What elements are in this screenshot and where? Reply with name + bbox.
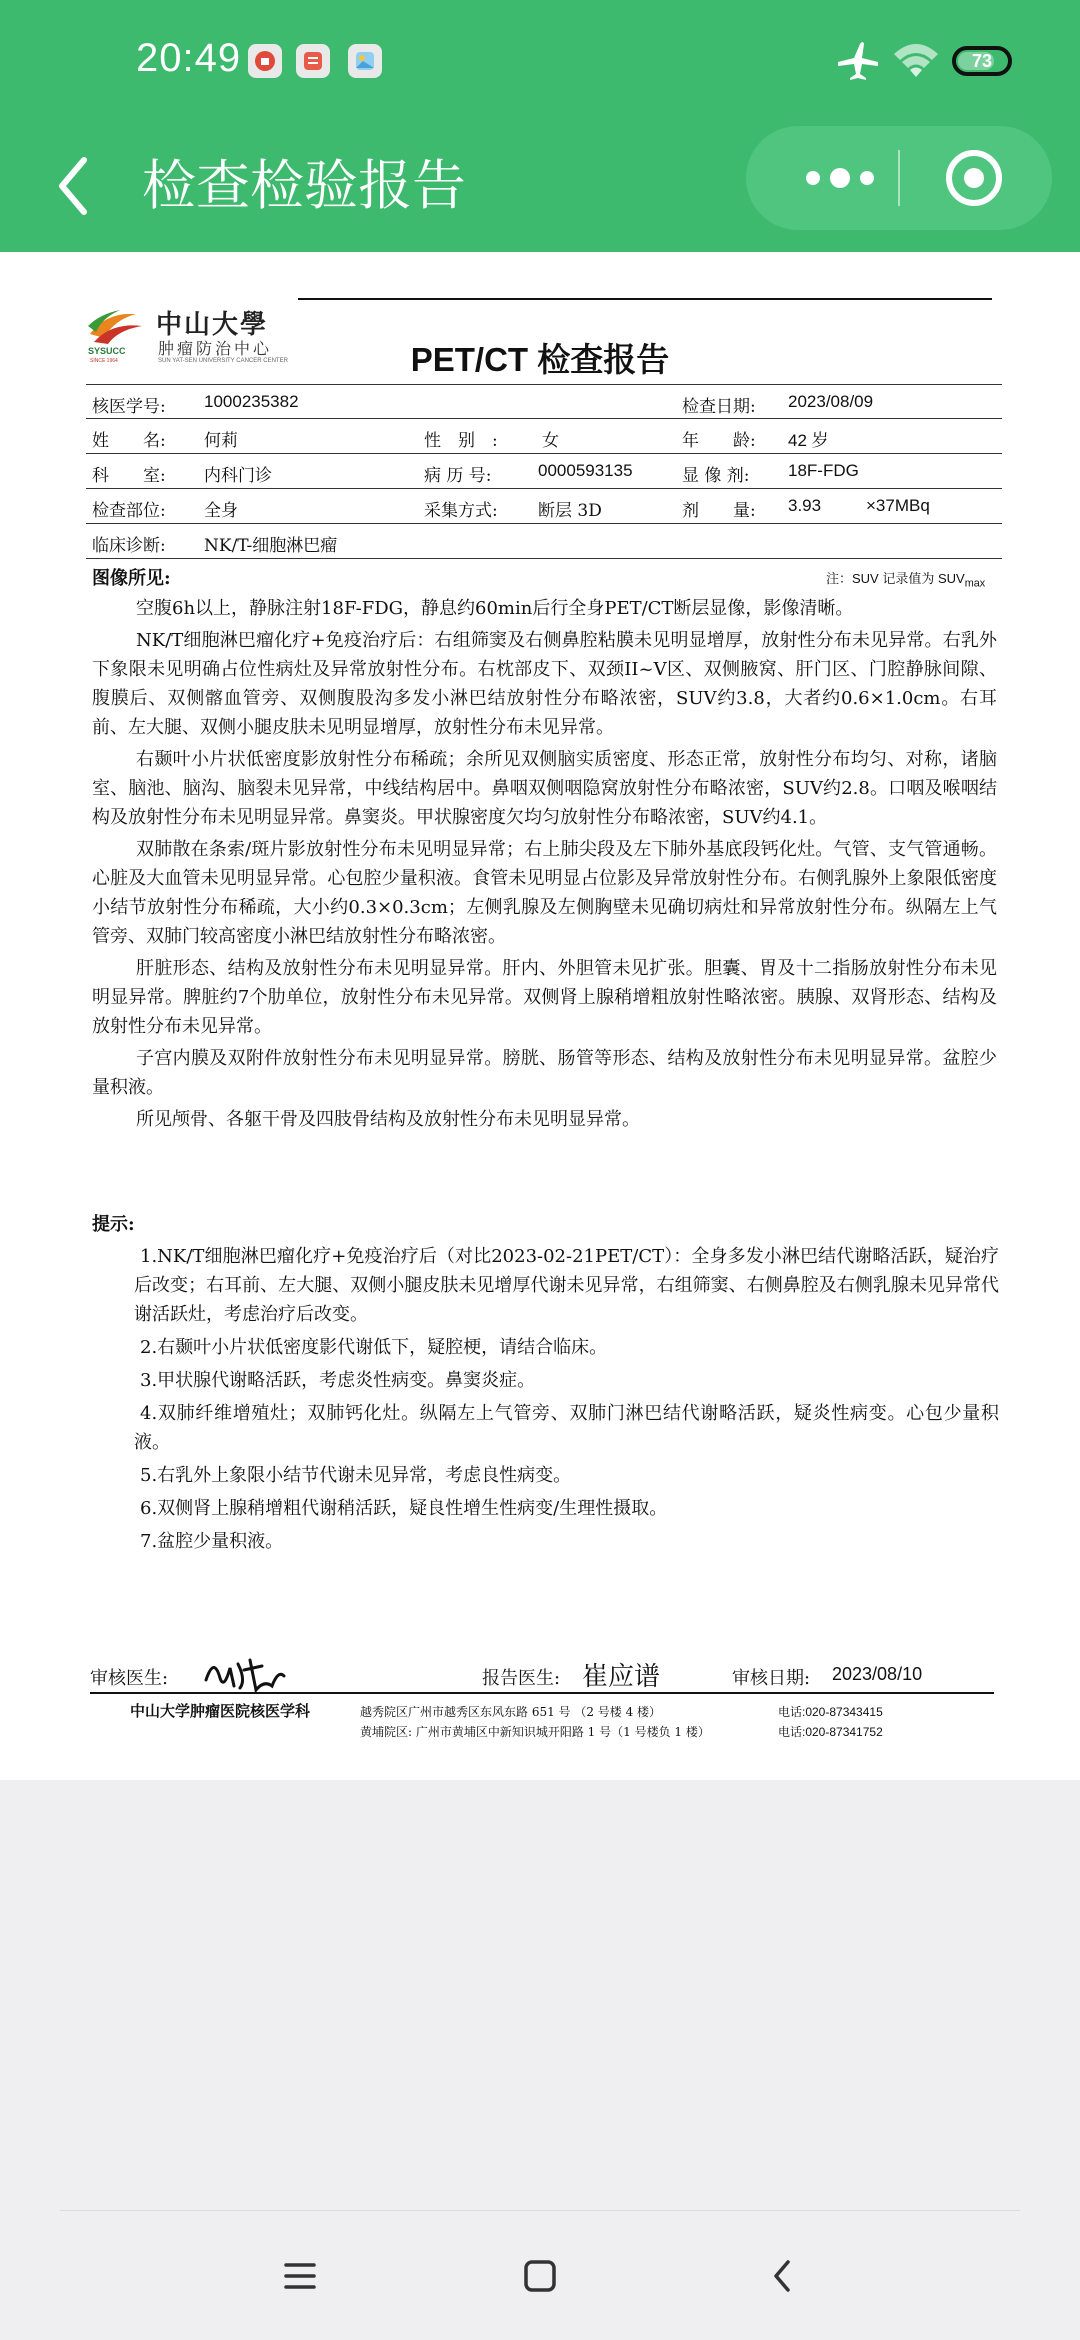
hint-item: 1.NK/T细胞淋巴瘤化疗+免疫治疗后（对比2023-02-21PET/CT）：全身多发小淋巴结代谢略活跃，疑治疗后改变；右耳前、左大腿、双侧小腿皮肤未见增厚代谢未见异常，右组筛窦、右侧鼻腔及右侧乳腺未见异常代谢活跃灶，考虑治疗后改变。 bbox=[134, 1246, 999, 1325]
hint-item: 3.甲状腺代谢略活跃，考虑炎性病变。鼻窦炎症。 bbox=[140, 1370, 536, 1391]
review-date-label: 审核日期: bbox=[732, 1668, 811, 1689]
status-bar bbox=[0, 0, 1080, 120]
findings-heading: 图像所见: bbox=[92, 568, 171, 589]
page-title: 检查检验报告 bbox=[142, 154, 466, 217]
findings-text bbox=[92, 594, 997, 1137]
info-label: 年 龄: bbox=[682, 431, 756, 451]
findings-paragraph: 肝脏形态、结构及放射性分布未见明显异常。肝内、外胆管未见扩张。胆囊、胃及十二指肠放射性分布未见明显异常。脾脏约7个肋单位，放射性分布未见异常。双侧肾上腺稍增粗放射性略浓密。胰腺、双肾形态、结构及放射性分布未见异常。 bbox=[92, 958, 997, 1037]
info-row bbox=[86, 489, 1002, 524]
info-label: 性 别 : bbox=[424, 431, 498, 451]
home-button[interactable] bbox=[510, 2246, 570, 2306]
info-label: 检查日期: bbox=[682, 397, 756, 417]
menu-icon bbox=[283, 2261, 317, 2291]
airplane-mode-icon bbox=[836, 40, 880, 80]
home-square-icon bbox=[523, 2259, 557, 2293]
info-label: 采集方式: bbox=[424, 501, 498, 521]
info-value: 18F-FDG bbox=[788, 461, 859, 480]
header-rule bbox=[298, 298, 992, 300]
chevron-left-icon bbox=[54, 154, 94, 218]
app-header bbox=[0, 0, 1080, 252]
back-button[interactable] bbox=[44, 146, 104, 226]
info-label: 科 室: bbox=[92, 466, 166, 486]
findings-paragraph: NK/T细胞淋巴瘤化疗+免疫治疗后：右组筛窦及右侧鼻腔粘膜未见明显增厚，放射性分布未见异常。右乳外下象限未见明确占位性病灶及异常放射性分布。右枕部皮下、双颈II~V区、双侧腋窝、肝门区、门腔静脉间隙、腹膜后、双侧髂血管旁、双侧腹股沟多发小淋巴结放射性分布略浓密，SUV约3.8，大者约0.6×1.0cm。右耳前、左大腿、双侧小腿皮肤未见明显增厚，放射性分布未见异常。 bbox=[92, 630, 997, 738]
battery-level: 73 bbox=[971, 50, 993, 71]
review-date: 2023/08/10 bbox=[832, 1664, 923, 1684]
more-dot-icon bbox=[830, 168, 850, 188]
reviewer-label: 审核医生: bbox=[90, 1668, 169, 1689]
wifi-icon bbox=[892, 40, 940, 80]
battery-indicator bbox=[952, 46, 1012, 76]
more-dot-icon bbox=[860, 171, 874, 185]
logo-mark-icon bbox=[86, 304, 150, 364]
info-value: 何莉 bbox=[204, 431, 238, 451]
footer-phones bbox=[778, 1702, 883, 1742]
logo-since: SINCE 1964 bbox=[90, 358, 118, 364]
info-row bbox=[86, 454, 1002, 489]
footer-org: 中山大学肿瘤医院核医学科 bbox=[130, 1703, 311, 1720]
signature-row bbox=[90, 1650, 994, 1694]
nav-divider bbox=[60, 2210, 1020, 2211]
suv-note-text: 注：SUV 记录值为 SUV bbox=[826, 571, 965, 586]
findings-paragraph: 双肺散在条索/斑片影放射性分布未见明显异常；右上肺尖段及左下肺外基底段钙化灶。气管、支气管通畅。心脏及大血管未见明显异常。心包腔少量积液。食管未见明显占位影及异常放射性分布。右侧乳腺外上象限低密度小结节放射性分布稀疏，大小约0.3×0.3cm；左侧乳腺及左侧胸壁未见确切病灶和异常放射性分布。纵隔左上气管旁、双肺门较高密度小淋巴结放射性分布略浓密。 bbox=[92, 839, 997, 947]
system-back-button[interactable] bbox=[752, 2246, 812, 2306]
logo-name: 中山大學 bbox=[156, 310, 269, 340]
report-title: PET/CT 检查报告 bbox=[410, 341, 670, 378]
list-notification-icon bbox=[296, 44, 330, 78]
info-value: NK/T-细胞淋巴瘤 bbox=[204, 536, 338, 556]
info-value: 0000593135 bbox=[538, 461, 633, 480]
nav-bar bbox=[0, 122, 1080, 252]
findings-paragraph: 所见颅骨、各躯干骨及四肢骨结构及放射性分布未见明显异常。 bbox=[136, 1109, 640, 1130]
suv-note bbox=[826, 568, 985, 590]
hint-item: 6.双侧肾上腺稍增粗代谢稍活跃，疑良性增生性病变/生理性摄取。 bbox=[140, 1498, 668, 1519]
info-value: 2023/08/09 bbox=[788, 392, 874, 411]
info-label: 姓 名: bbox=[92, 431, 166, 451]
logo-abbr: SYSUCC bbox=[88, 346, 126, 356]
report-document bbox=[0, 252, 1080, 1780]
info-label: 临床诊断: bbox=[92, 536, 166, 556]
logo-english: SUN YAT-SEN UNIVERSITY CANCER CENTER bbox=[158, 358, 288, 364]
system-nav-bar bbox=[0, 2222, 1080, 2340]
info-label: 显 像 剂: bbox=[682, 466, 750, 486]
suv-note-sub: max bbox=[964, 577, 986, 590]
info-label: 检查部位: bbox=[92, 501, 166, 521]
info-value: 断层 3D bbox=[538, 501, 602, 521]
footer-addresses bbox=[360, 1702, 710, 1742]
info-value: 42 岁 bbox=[788, 431, 829, 450]
footer-phone: 电话:020-87343415 bbox=[778, 1705, 883, 1719]
hint-list bbox=[134, 1242, 999, 1560]
info-row bbox=[86, 419, 1002, 454]
hint-item: 7.盆腔少量积液。 bbox=[140, 1531, 284, 1552]
info-value: 1000235382 bbox=[204, 392, 299, 411]
info-value: 3.93 bbox=[788, 496, 822, 515]
info-row bbox=[86, 384, 1002, 419]
footer-rule bbox=[90, 1692, 994, 1694]
findings-paragraph: 子宫内膜及双附件放射性分布未见明显异常。膀胱、肠管等形态、结构及放射性分布未见明显异常。盆腔少量积液。 bbox=[92, 1048, 997, 1098]
reporter-label: 报告医生: bbox=[482, 1668, 561, 1689]
hint-item: 5.右乳外上象限小结节代谢未见异常，考虑良性病变。 bbox=[140, 1465, 572, 1486]
info-label: 核医学号: bbox=[92, 397, 166, 417]
logo-subtitle: 肿瘤防治中心 bbox=[158, 339, 273, 358]
findings-paragraph: 右颞叶小片状低密度影放射性分布稀疏；余所见双侧脑实质密度、形态正常，放射性分布均匀、对称，诸脑室、脑池、脑沟、脑裂未见异常，中线结构居中。鼻咽双侧咽隐窝放射性分布略浓密，SUV约2.8。口咽及喉咽结构及放射性分布未见明显异常。鼻窦炎。甲状腺密度欠均匀放射性分布略浓密，SUV约4.1。 bbox=[92, 749, 997, 828]
reviewer-signature bbox=[200, 1650, 290, 1694]
info-value: 女 bbox=[542, 431, 559, 451]
hint-item: 4.双肺纤维增殖灶；双肺钙化灶。纵隔左上气管旁、双肺门淋巴结代谢略活跃，疑炎性病变。心包少量积液。 bbox=[134, 1403, 999, 1453]
hint-heading: 提示: bbox=[92, 1214, 135, 1235]
info-label: 病 历 号: bbox=[424, 466, 492, 486]
more-button[interactable] bbox=[790, 126, 890, 230]
recent-apps-button[interactable] bbox=[270, 2246, 330, 2306]
target-dot-icon bbox=[964, 168, 984, 188]
info-value: 全身 bbox=[204, 501, 238, 521]
app-notification-icon bbox=[248, 44, 282, 78]
footer-address: 黄埔院区: 广州市黄埔区中新知识城开阳路 1 号（1 号楼负 1 楼） bbox=[360, 1725, 710, 1739]
mini-program-capsule bbox=[746, 126, 1052, 230]
reporter-signature: 崔应谱 bbox=[582, 1662, 661, 1692]
more-dot-icon bbox=[806, 171, 820, 185]
footer-address: 越秀院区广州市越秀区东风东路 651 号 （2 号楼 4 楼） bbox=[360, 1705, 662, 1719]
info-row bbox=[86, 524, 1002, 559]
status-time: 20:49 bbox=[136, 36, 242, 80]
findings-paragraph: 空腹6h以上，静脉注射18F-FDG，静息约60min后行全身PET/CT断层显像，影像清晰。 bbox=[136, 598, 854, 619]
patient-info-table bbox=[86, 384, 1002, 559]
back-arrow-icon bbox=[770, 2258, 794, 2294]
hint-item: 2.右颞叶小片状低密度影代谢低下，疑腔梗，请结合临床。 bbox=[140, 1337, 608, 1358]
capsule-divider bbox=[898, 150, 900, 206]
info-unit: ×37MBq bbox=[866, 496, 930, 515]
info-value: 内科门诊 bbox=[204, 466, 272, 486]
photo-notification-icon bbox=[348, 44, 382, 78]
hospital-logo bbox=[86, 302, 286, 372]
close-miniprogram-button[interactable] bbox=[946, 150, 1002, 206]
footer-phone: 电话:020-87341752 bbox=[778, 1725, 883, 1739]
info-label: 剂 量: bbox=[682, 501, 756, 521]
